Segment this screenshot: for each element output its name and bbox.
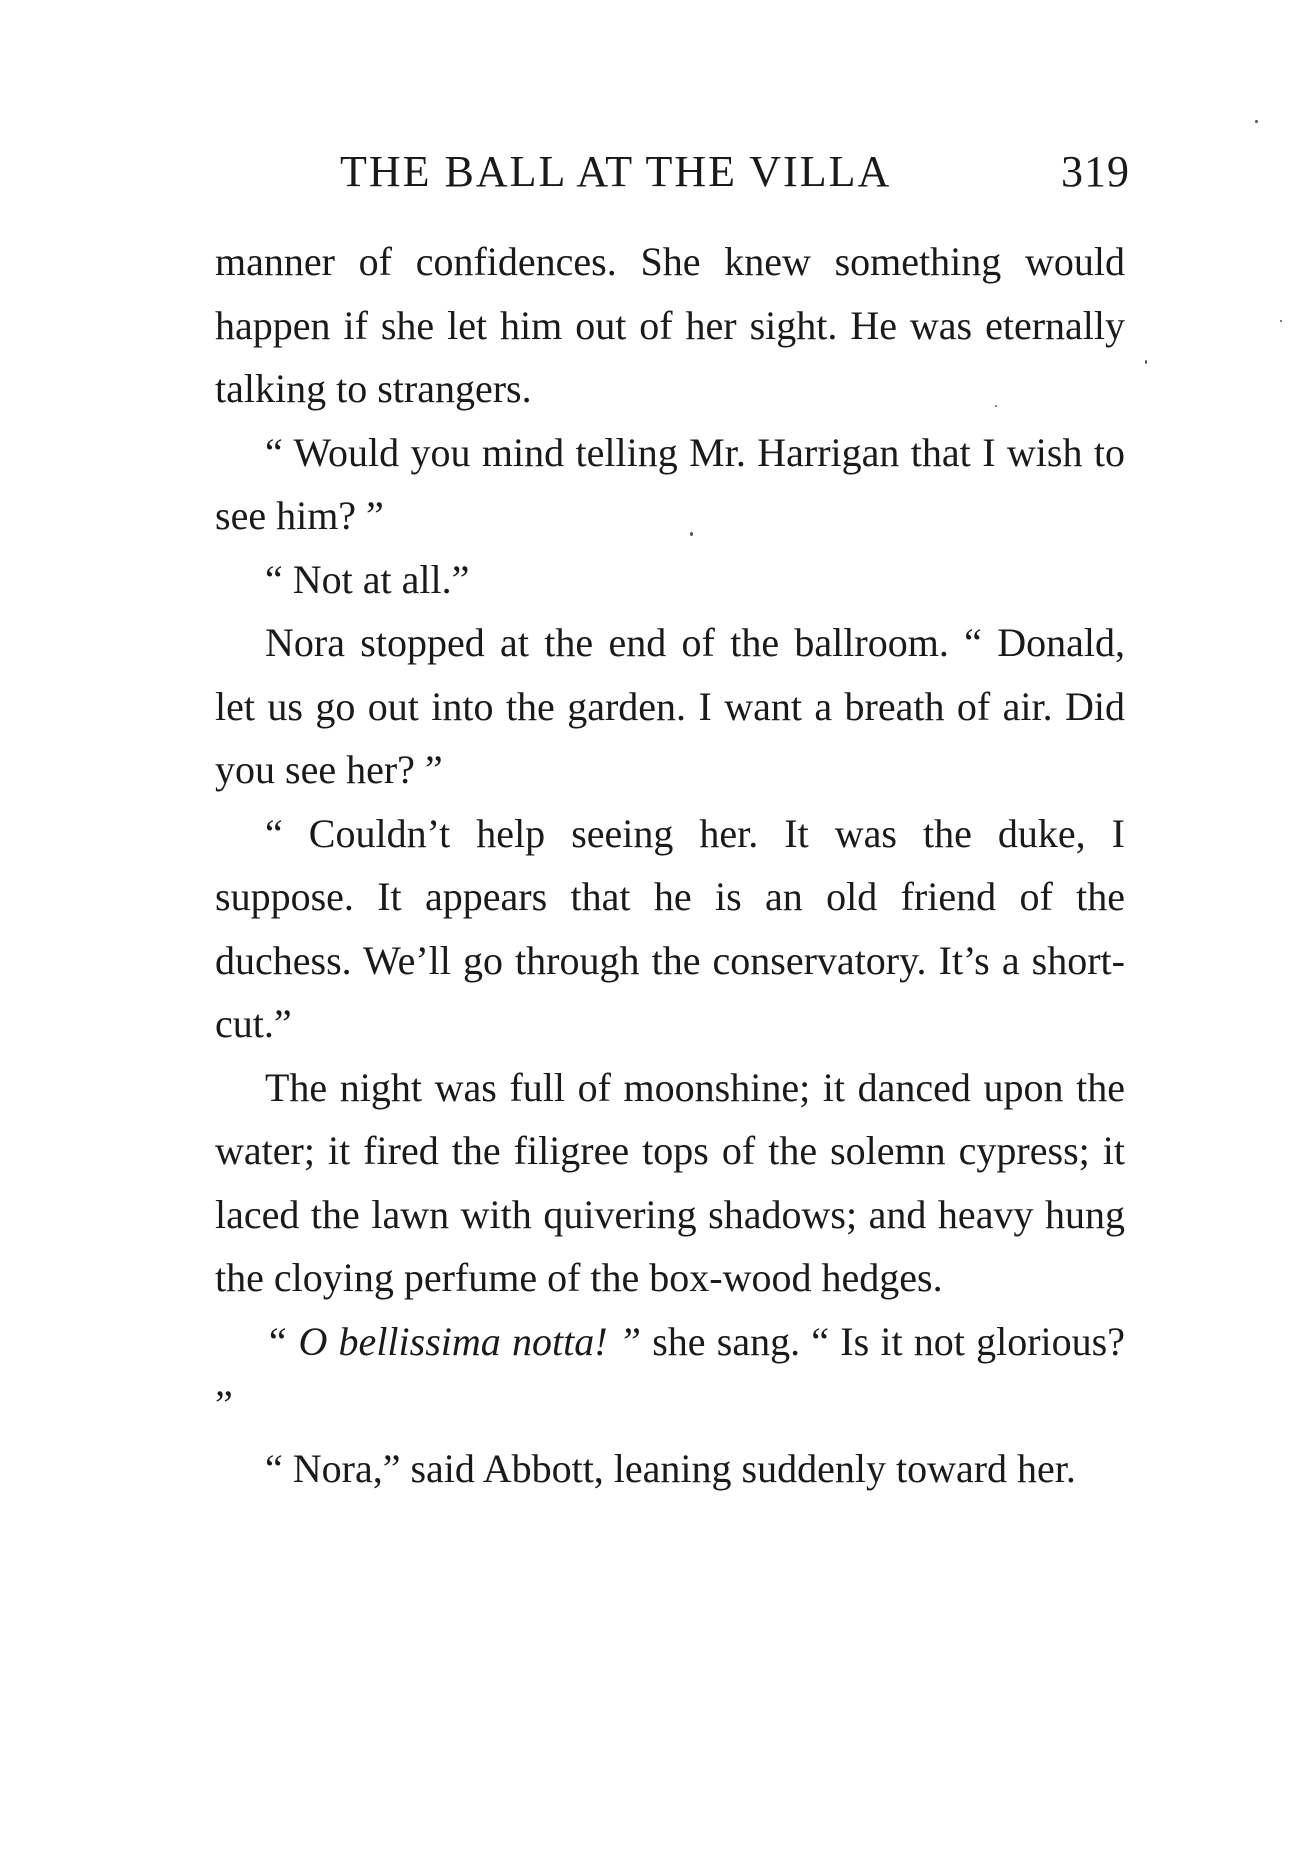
paragraph: “ Nora,” said Abbott, leaning suddenly toward her. [265,1445,1076,1491]
paragraph: Nora stopped at the end of the ballroom. “ Donald, let us go out into the garden. I want a breath of air. Did you see her? ” [215,620,1125,792]
paragraph: The night was full of moonshine; it danced upon the water; it fired the filigree tops of the solemn cypress; it laced the lawn with quivering shadows; and heavy hung the cloying perfume of the box-wood hedges. [215,1064,1125,1300]
scan-speck [1145,360,1147,364]
paragraph: “ Would you mind telling Mr. Harrigan that I wish to see him? ” [215,429,1125,538]
chapter-title: THE BALL AT THE VILLA [340,147,892,196]
body-text [215,230,1125,1500]
paragraph: manner of confidences. She knew something would happen if she let him out of her sight. He was eternally talking to strangers. [215,239,1125,411]
paragraph: “ Not at all.” [265,556,470,602]
scan-speck [995,405,997,407]
scan-speck [1255,120,1258,123]
paragraph-text: she sang. “ Is it not glorious? ” [215,1318,1125,1427]
paragraph: “ Couldn’t help seeing her. It was the duke, I suppose. It appears that he is an old friend of the duchess. We’ll go through the conservatory. It’s a short-cut.” [215,810,1125,1046]
italic-quote: “ O bellissima notta! ” [265,1318,642,1364]
page-number: 319 [1061,147,1130,196]
running-head [340,142,1130,202]
scan-speck [690,532,693,536]
paragraph [215,1310,1125,1437]
scan-speck [1280,320,1282,322]
